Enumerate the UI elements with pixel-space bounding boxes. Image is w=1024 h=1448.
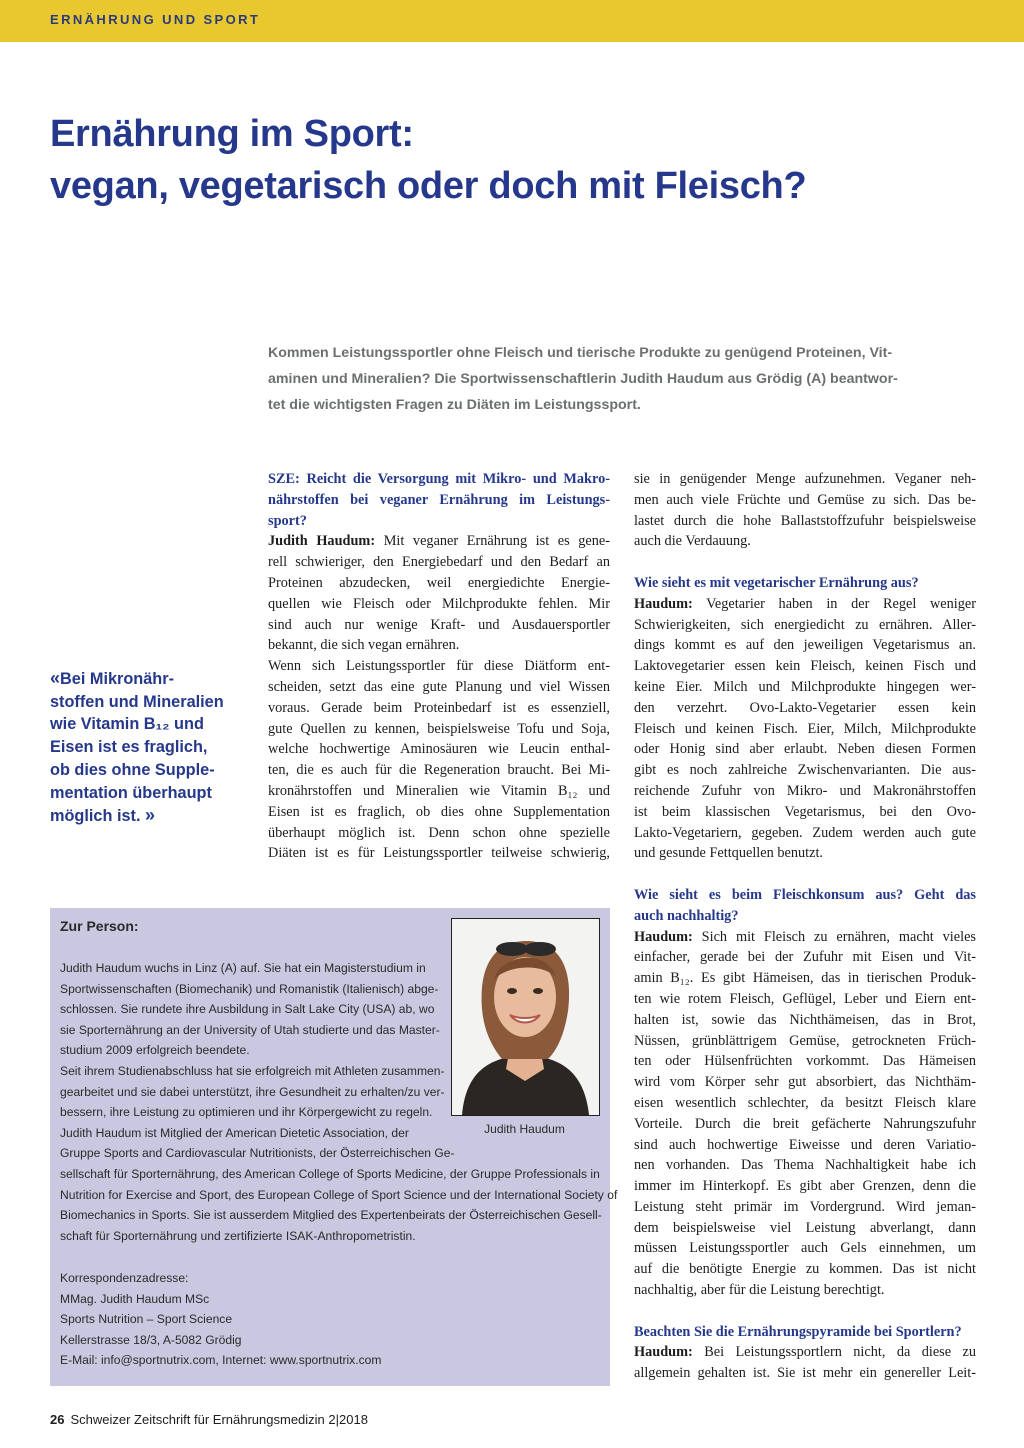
answer-text: dem beispielsweise viel Leistung abverlangt, dann (634, 1219, 976, 1236)
bio-line: sie Sporternährung an der University of Utah studierte und das Master- (60, 1022, 440, 1037)
pull-quote-line: wie Vitamin B₁₂ und (50, 715, 204, 734)
answer-text: Bei Leistungssportlern nicht, da diese zu (692, 1344, 976, 1361)
pull-quote-line: ob dies ohne Supple- (50, 760, 215, 779)
article-column-middle (268, 469, 610, 864)
answer-text: welche hochwertige Aminosäuren wie Leucin enthal- (268, 741, 610, 758)
answer-text: ist beim klassischen Vegetarismus, bei den Ovo- (634, 803, 976, 820)
article-lead (268, 340, 974, 418)
interview-question: auch nachhaltig? (634, 907, 739, 924)
answer-text: oder Honig sind aber erlaubt. Neben diesen Formen (634, 741, 976, 758)
pull-quote-line: Bei Mikronähr- (60, 670, 175, 688)
interview-question: nährstoffen bei veganer Ernährung im Leistungs- (268, 491, 610, 508)
speaker-name: Haudum: (634, 595, 693, 612)
answer-text: ten oder Hülsenfrüchten vorkommt. Das Hämeisen (634, 1053, 976, 1070)
answer-text: sind auch hochwertige Eiweisse und deren Variatio- (634, 1136, 976, 1153)
lead-line: tet die wichtigsten Fragen zu Diäten im Leistungssport. (268, 397, 641, 413)
bio-line: Biomechanics in Sports. Sie ist ausserdem Mitglied des Expertenbeirats der Österreichischen Gesell- (60, 1208, 602, 1223)
bio-line: schlossen. Sie rundete ihre Ausbildung in Salt Lake City (USA) ab, wo (60, 1002, 435, 1017)
bio-line: gearbeitet und sie dabei unterstützt, ihre Gesundheit zu erhalten/zu ver- (60, 1084, 445, 1099)
bio-line: Nutrition for Exercise and Sport, des European College of Sport Science und der International Society of (60, 1187, 618, 1202)
answer-text: Eisen ist es fraglich, ob dies ohne Supplementation (268, 803, 610, 820)
answer-text: Wenn sich Leistungssportler für diese Diätform ent- (268, 658, 610, 675)
answer-text: amin B₁₂. Es gibt Hämeisen, das in tierischen Produk- (634, 970, 976, 987)
answer-text: lastet durch die hohe Ballaststoffzufuhr beispielsweise (634, 512, 976, 529)
answer-text: auf die benötigte Energie zu kommen. Das ist nicht (634, 1261, 976, 1278)
photo-caption: Judith Haudum (484, 1122, 565, 1136)
bio-line: Judith Haudum wuchs in Linz (A) auf. Sie hat ein Magisterstudium in (60, 961, 426, 975)
bio-line: Gruppe Sports and Cardiovascular Nutritionists, der Österreichischen Ge- (60, 1146, 455, 1161)
interview-question: SZE: Reicht die Versorgung mit Mikro- und Makro- (268, 471, 610, 487)
answer-text: sind auch nur wenige Kraft- und Ausdauersportler (268, 616, 610, 633)
bio-line: schaft für Sporternährung und zertifizierte ISAK-Anthropometristin. (60, 1228, 416, 1243)
answer-text: kronährstoffen und Mineralien wie Vitamin B₁₂ und (268, 782, 610, 799)
answer-text: men auch viele Früchte und Gemüse zu sich. Das be- (634, 491, 976, 508)
portrait-illustration (452, 919, 599, 1115)
title-line-1: Ernährung im Sport: (50, 113, 414, 155)
answer-text: müssen Leistungssportler auch Gels einnehmen, um (634, 1240, 976, 1257)
correspondence-address (60, 1268, 600, 1371)
speaker-name: Haudum: (634, 1344, 693, 1361)
answer-text: bekannt, die sich vegan ernähren. (268, 637, 460, 654)
title-line-2: vegan, vegetarisch oder doch mit Fleisch? (50, 165, 807, 207)
answer-text: den verzehrt. Ovo-Lakto-Vegetarier essen kein (634, 699, 976, 716)
answer-text: reichende Zufuhr von Mikro- und Makronährstoffen (634, 782, 976, 799)
quote-open-icon: « (50, 668, 61, 688)
answer-text: auch die Verdauung. (634, 533, 751, 550)
portrait-photo (451, 918, 600, 1116)
correspondence-heading: Korrespondenzadresse: (60, 1271, 189, 1285)
answer-text: allgemein gehalten ist. Sie ist mehr ein genereller Leit- (634, 1365, 976, 1382)
answer-text: Fleisch und keinen Fisch. Eier, Milch, Milchprodukte (634, 720, 976, 737)
answer-text: sie in genügender Menge aufzunehmen. Veganer neh- (634, 471, 976, 487)
answer-text: Lakto-Vegetariern, gegeben. Zudem werden auch gute (634, 824, 976, 841)
page-number: 26 (50, 1412, 65, 1427)
correspondence-line: Kellerstrasse 18/3, A-5082 Grödig (60, 1332, 242, 1347)
pull-quote-line: Eisen ist es fraglich, (50, 738, 208, 757)
interview-question: Beachten Sie die Ernährungspyramide bei Sportlern? (634, 1323, 962, 1340)
pull-quote (50, 667, 250, 828)
answer-text: ten wie rotem Fleisch, Geflügel, Leber und Eiern ent- (634, 990, 976, 1007)
lead-line: Kommen Leistungssportler ohne Fleisch und tierische Produkte zu genügend Proteinen, Vit- (268, 345, 893, 361)
answer-text: Leistung steht primär im Vordergrund. Wird jeman- (634, 1198, 976, 1215)
answer-text: Laktovegetarier essen kein Fleisch, keinen Fisch und (634, 658, 976, 675)
answer-text: ten, die es auch für die Regeneration braucht. Bei Mi- (268, 762, 610, 779)
answer-text: eisen wesentlich schlechter, da besitzt Fleisch klare (634, 1094, 976, 1111)
article-column-right (634, 469, 976, 1384)
answer-text: Nüssen, grünblättrigem Gemüse, getrockneten Früch- (634, 1032, 976, 1049)
answer-text: wird vom Körper sehr gut absorbiert, das Nichthäm- (634, 1074, 976, 1091)
bio-line: Judith Haudum ist Mitglied der American Dietetic Association, der (60, 1125, 409, 1140)
answer-text: überhaupt möglich ist. Denn schon ohne spezielle (268, 824, 610, 841)
answer-text: Proteinen abzudecken, weil energiedichte Energie- (268, 574, 610, 591)
answer-text: Schwierigkeiten, sich energiedicht zu ernähren. Aller- (634, 616, 976, 633)
answer-text: gibt es noch zahlreiche Zwischenvarianten. Die aus- (634, 762, 976, 779)
person-heading: Zur Person: (60, 918, 139, 934)
answer-text: und gesunde Fettquellen benutzt. (634, 845, 823, 862)
answer-text: quellen wie Fleisch oder Milchprodukte fehlen. Mir (268, 595, 610, 612)
answer-text: immer im Hinterkopf. Es gibt aber Grenzen, denn die (634, 1178, 976, 1195)
answer-text: gute Quellen zu kennen, beispielsweise Tofu und Soja, (268, 720, 610, 737)
answer-text: scheiden, setzt das eine gute Planung und viel Wissen (268, 678, 610, 695)
pull-quote-line: möglich ist. (50, 807, 141, 826)
interview-question: sport? (268, 512, 307, 529)
section-header-bar (0, 0, 1024, 42)
bio-line: bessern, ihre Leistung zu optimieren und ihr Körpergewicht zu regeln. (60, 1105, 433, 1120)
answer-text: Vegetarier haben in der Regel weniger (692, 595, 976, 612)
answer-text: voraus. Gerade beim Proteinbedarf ist es essenziell, (268, 699, 610, 716)
bio-line: studium 2009 erfolgreich beendete. (60, 1043, 250, 1058)
answer-text: Diäten ist es für Leistungssportler teilweise schwierig, (268, 845, 610, 862)
correspondence-line: MMag. Judith Haudum MSc (60, 1291, 210, 1306)
correspondence-line: Sports Nutrition – Sport Science (60, 1312, 233, 1327)
page-footer (50, 1412, 368, 1427)
lead-line: aminen und Mineralien? Die Sportwissenschaftlerin Judith Haudum aus Grödig (A) beantwor- (268, 371, 898, 387)
pull-quote-line: mentation überhaupt (50, 783, 212, 802)
journal-name: Schweizer Zeitschrift für Ernährungsmedizin 2|2018 (70, 1412, 368, 1427)
pull-quote-line: stoffen und Mineralien (50, 692, 224, 711)
bio-line: Sportwissenschaften (Biomechanik) und Romanistik (Italienisch) abge- (60, 981, 439, 996)
interview-question: Wie sieht es beim Fleischkonsum aus? Geht das (634, 886, 976, 903)
speaker-name: Judith Haudum: (268, 533, 376, 550)
bio-line: sellschaft für Sporternährung, des American College of Sports Medicine, der Gruppe Professionals in (60, 1166, 600, 1181)
section-label: ERNÄHRUNG UND SPORT (50, 12, 261, 27)
article-title (50, 108, 806, 212)
answer-text: nachhaltig, aber für die Leistung berechtigt. (634, 1282, 885, 1299)
answer-text: einfacher, gerade bei der Zufuhr mit Eisen und Vit- (634, 949, 976, 966)
speaker-name: Haudum: (634, 928, 693, 945)
answer-text: dings kommt es auf den jeweiligen Vegetarismus an. (634, 637, 976, 654)
answer-text: nen vorhanden. Das Thema Nachhaltigkeit habe ich (634, 1157, 976, 1174)
answer-text: Mit veganer Ernährung ist es gene- (375, 533, 610, 550)
bio-line: Seit ihrem Studienabschluss hat sie erfolgreich mit Athleten zusammen- (60, 1063, 445, 1078)
interview-question: Wie sieht es mit vegetarischer Ernährung aus? (634, 574, 919, 591)
answer-text: Sich mit Fleisch zu ernähren, macht vieles (692, 928, 976, 945)
quote-close-icon: » (145, 805, 156, 826)
answer-text: Vorteile. Durch die breit gefächerte Nahrungszufuhr (634, 1115, 976, 1132)
answer-text: halten ist, sowie das Nichthämeisen, das in Brot, (634, 1011, 976, 1028)
answer-text: rell schwieriger, den Energiebedarf und den Bedarf an (268, 554, 610, 571)
correspondence-line: E-Mail: info@sportnutrix.com, Internet: www.sportnutrix.com (60, 1353, 382, 1368)
answer-text: keine Eier. Milch und Milchprodukte hingegen wer- (634, 678, 976, 695)
